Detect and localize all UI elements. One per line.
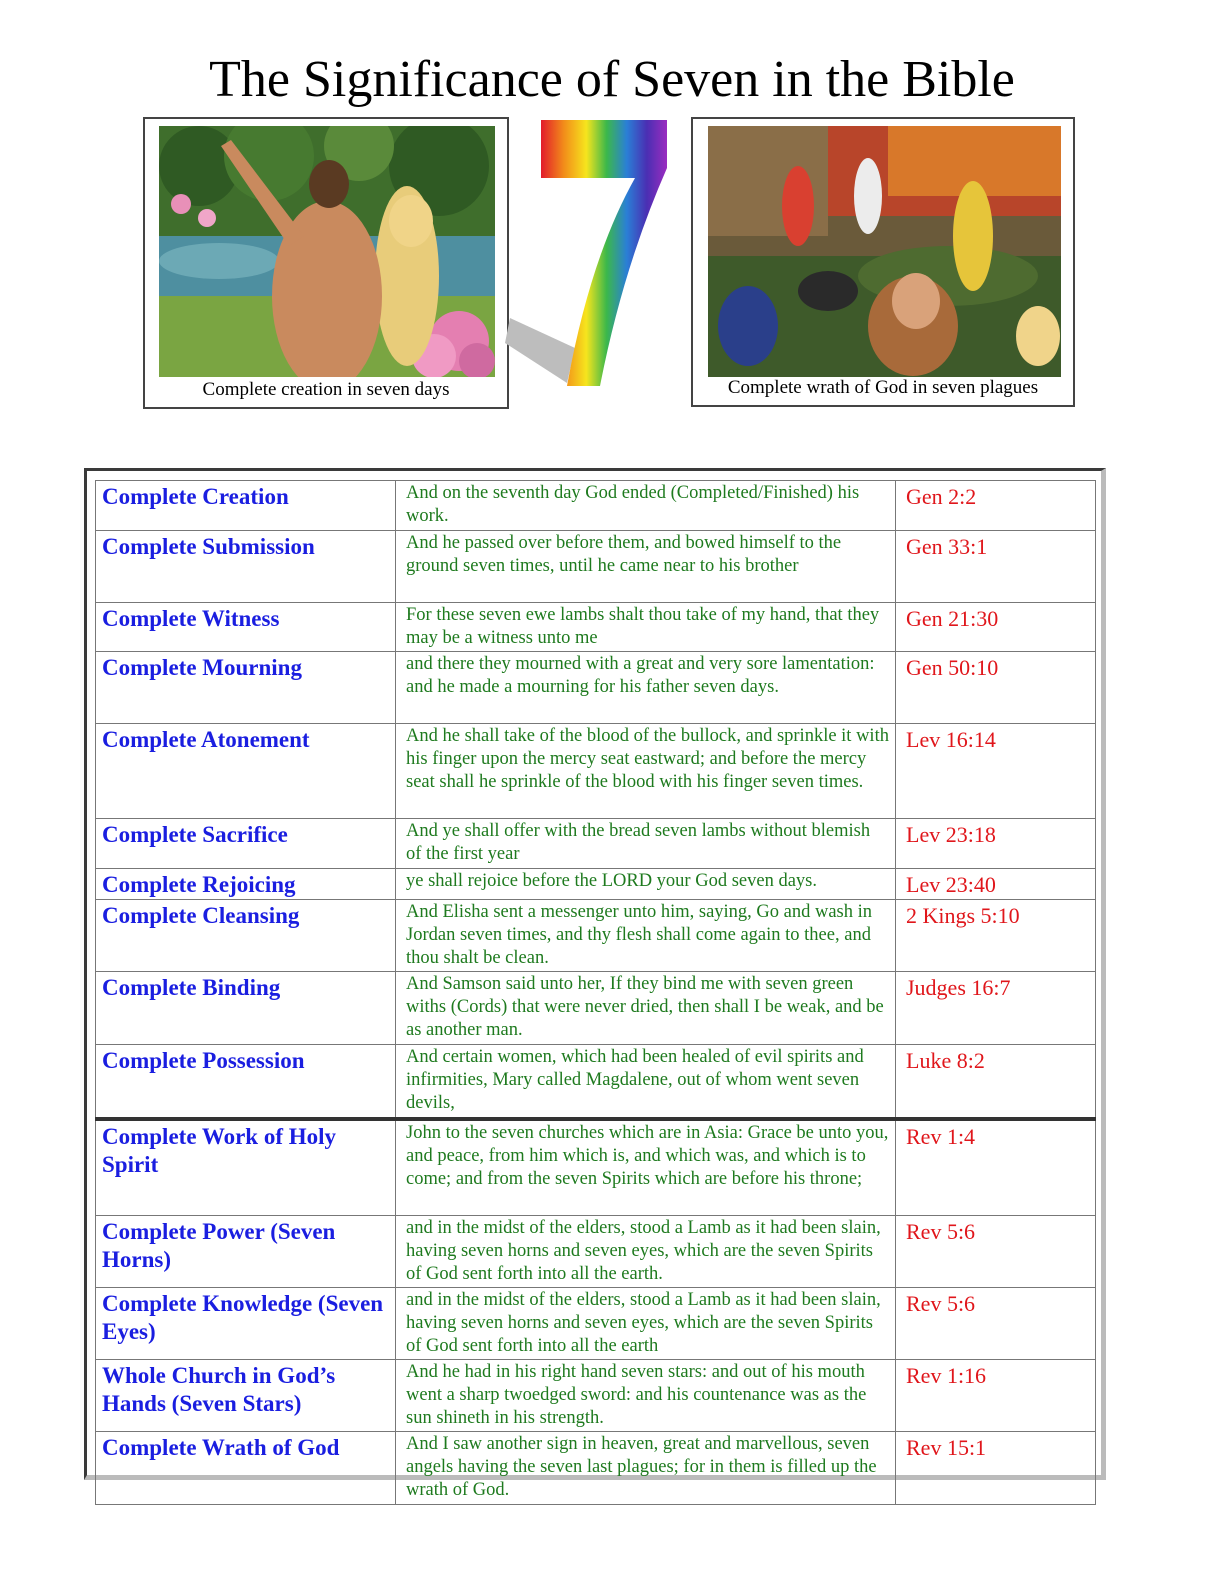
table-row	[96, 481, 1096, 531]
reference-cell: Gen 2:2	[896, 481, 1096, 531]
reference-cell: Gen 33:1	[896, 531, 1096, 603]
verse-cell: And I saw another sign in heaven, great and marvellous, seven angels having the seven last plagues; for in them is filled up the wrath of God.	[396, 1432, 896, 1505]
table-row	[96, 819, 1096, 869]
table-row	[96, 1216, 1096, 1288]
topic-cell: Whole Church in God’s Hands (Seven Stars)	[96, 1360, 396, 1432]
topic-cell: Complete Witness	[96, 603, 396, 652]
table-row	[96, 1045, 1096, 1120]
topic-cell: Complete Sacrifice	[96, 819, 396, 869]
topic-cell: Complete Rejoicing	[96, 869, 396, 900]
topic-cell: Complete Work of Holy Spirit	[96, 1119, 396, 1216]
table-row	[96, 652, 1096, 724]
table-row	[96, 1288, 1096, 1360]
table-row	[96, 531, 1096, 603]
table-row	[96, 900, 1096, 972]
topic-cell: Complete Mourning	[96, 652, 396, 724]
verse-cell: And Elisha sent a messenger unto him, saying, Go and wash in Jordan seven times, and thy flesh shall come again to thee, and thou shalt be clean.	[396, 900, 896, 972]
verse-cell: And he passed over before them, and bowed himself to the ground seven times, until he came near to his brother	[396, 531, 896, 603]
verse-cell: And certain women, which had been healed of evil spirits and infirmities, Mary called Magdalene, out of whom went seven devils,	[396, 1045, 896, 1120]
seven-plagues-image	[708, 126, 1061, 377]
reference-cell: Gen 50:10	[896, 652, 1096, 724]
topic-cell: Complete Knowledge (Seven Eyes)	[96, 1288, 396, 1360]
reference-cell: Rev 15:1	[896, 1432, 1096, 1505]
topic-cell: Complete Binding	[96, 972, 396, 1045]
reference-cell: Gen 21:30	[896, 603, 1096, 652]
reference-cell: Judges 16:7	[896, 972, 1096, 1045]
rainbow-seven-graphic	[505, 118, 685, 398]
verse-cell: and in the midst of the elders, stood a Lamb as it had been slain, having seven horns and seven eyes, which are the seven Spirits of God sent forth into all the earth	[396, 1288, 896, 1360]
wrath-caption: Complete wrath of God in seven plagues	[727, 377, 1039, 398]
garden-of-eden-image	[159, 126, 495, 377]
reference-cell: Luke 8:2	[896, 1045, 1096, 1120]
verse-cell: ye shall rejoice before the LORD your God seven days.	[396, 869, 896, 900]
verse-cell: For these seven ewe lambs shalt thou take of my hand, that they may be a witness unto me	[396, 603, 896, 652]
verse-cell: And Samson said unto her, If they bind me with seven green withs (Cords) that were never dried, then shall I be weak, and be as another man.	[396, 972, 896, 1045]
wrath-image-frame	[691, 117, 1075, 407]
reference-cell: 2 Kings 5:10	[896, 900, 1096, 972]
table-row	[96, 724, 1096, 819]
topic-cell: Complete Possession	[96, 1045, 396, 1120]
table-row	[96, 1360, 1096, 1432]
table-row	[96, 603, 1096, 652]
reference-cell: Lev 16:14	[896, 724, 1096, 819]
topic-cell: Complete Wrath of God	[96, 1432, 396, 1505]
topic-cell: Complete Cleansing	[96, 900, 396, 972]
verse-cell: And he shall take of the blood of the bullock, and sprinkle it with his finger upon the mercy seat eastward; and before the mercy seat shall he sprinkle of the blood with his finger seven times.	[396, 724, 896, 819]
topic-cell: Complete Power (Seven Horns)	[96, 1216, 396, 1288]
verse-cell: and in the midst of the elders, stood a Lamb as it had been slain, having seven horns and seven eyes, which are the seven Spirits of God sent forth into all the earth.	[396, 1216, 896, 1288]
reference-cell: Rev 1:16	[896, 1360, 1096, 1432]
reference-cell: Rev 5:6	[896, 1216, 1096, 1288]
creation-image-frame	[143, 117, 509, 409]
table-row	[96, 972, 1096, 1045]
page-title: The Significance of Seven in the Bible	[209, 51, 1015, 108]
verse-cell: And ye shall offer with the bread seven lambs without blemish of the first year	[396, 819, 896, 869]
verse-cell: John to the seven churches which are in Asia: Grace be unto you, and peace, from him which is, and which was, and which is to come; and from the seven Spirits which are before his throne;	[396, 1119, 896, 1216]
topic-cell: Complete Creation	[96, 481, 396, 531]
topic-cell: Complete Submission	[96, 531, 396, 603]
seven-significance-table	[95, 480, 1096, 1505]
reference-cell: Rev 5:6	[896, 1288, 1096, 1360]
verse-cell: and there they mourned with a great and very sore lamentation: and he made a mourning for his father seven days.	[396, 652, 896, 724]
reference-cell: Lev 23:18	[896, 819, 1096, 869]
seven-table-frame	[84, 468, 1106, 1500]
verse-cell: And he had in his right hand seven stars: and out of his mouth went a sharp twoedged sword: and his countenance was as the sun shineth in his strength.	[396, 1360, 896, 1432]
reference-cell: Lev 23:40	[896, 869, 1096, 900]
verse-cell: And on the seventh day God ended (Completed/Finished) his work.	[396, 481, 896, 531]
reference-cell: Rev 1:4	[896, 1119, 1096, 1216]
table-row	[96, 1119, 1096, 1216]
table-row	[96, 869, 1096, 900]
table-row	[96, 1432, 1096, 1505]
creation-caption: Complete creation in seven days	[202, 379, 450, 400]
topic-cell: Complete Atonement	[96, 724, 396, 819]
seven-numeral-text: 7	[595, 390, 597, 395]
